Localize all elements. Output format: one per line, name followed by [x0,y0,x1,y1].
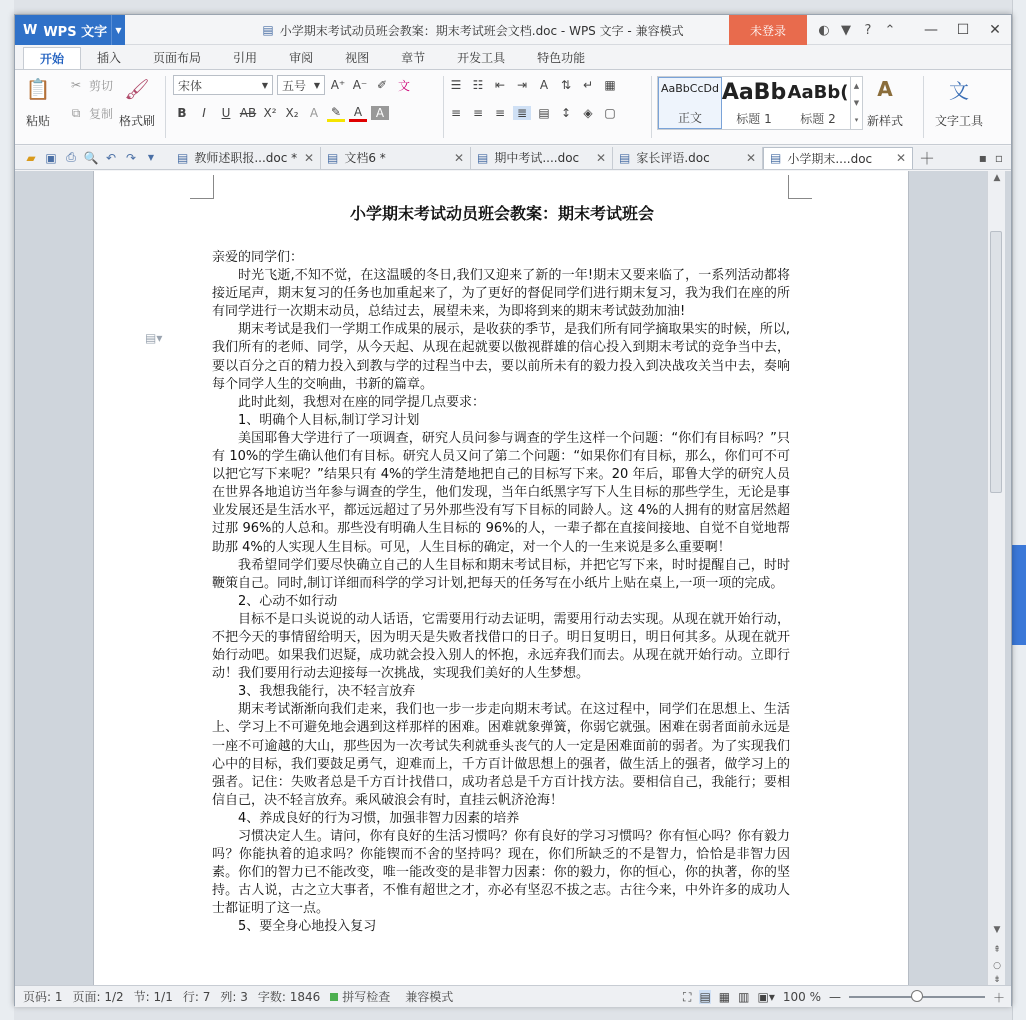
save-icon[interactable]: ▣ [45,150,57,165]
close-tab-icon[interactable]: ✕ [745,150,756,165]
status-col: 列: 3 [220,990,248,1004]
paragraph: 美国耶鲁大学进行了一项调查，研究人员问参与调查的学生这样一个问题：“你们有目标吗？”只有 10%的学生确认他们有目标。研究人员又问了第二个问题：“如果你们有目标，那么，你们可不可以把它写下来呢？”结果只有 4%的学生清楚地把自己的目标写下来。20 年后，耶鲁大学的研究人员在世界各地追访当年参与调查的学生，他们发现，当年白纸黑字写下人生目标的那些学生，无论是事业发展还是生活水平，都远远超过了另外那些没有写下目标的同龄人。这 4%的人拥有的财富居然超过那 96%的人总和。那些没有明确人生目标的 96%的人，一辈子都在直接间接地、自觉不自觉地帮助那 4%的人实现人生目标。可见，人生目标的确定，对一个人的一生来说是多么重要啊！ [212,430,790,555]
status-right-controls [683,986,1011,1008]
paragraph: 3、我想我能行，决不轻言放弃 [238,684,416,700]
style-name: 正文 [677,111,702,125]
increase-indent-icon[interactable]: ⇥ [516,78,528,92]
paragraph: 此时此刻，我想对在座的同学提几点要求： [238,394,486,410]
paragraph: 习惯决定人生。请问，你有良好的生活习惯吗？你有良好的学习习惯吗？你有恒心吗？你有毅力吗？你能执着的追求吗？你能锲而不舍的坚持吗？现在，你们所缺乏的不是智力，恰恰是非智力因素。你们的智力已不能改变，唯一能改变的是非智力因素：你的毅力，你的恒心，你的执著，你的坚持。古人说，古之立大事者，不惟有超世之才，亦必有坚忍不拔之志。古往今来，中外许多的成功人士都证明了这一点。 [212,829,790,917]
decrease-indent-icon[interactable]: ⇤ [494,78,506,92]
tab-switch-icon[interactable]: ▫ [994,150,1003,165]
close-tab-icon[interactable]: ✕ [595,150,606,165]
italic-icon[interactable]: I [202,106,206,120]
status-section: 节: 1/1 [133,990,173,1004]
app-name: WPS 文字 [43,24,108,40]
quick-access-toolbar [15,150,171,165]
vertical-scrollbar[interactable] [987,171,1005,985]
tab-chapter[interactable]: 章节 [401,51,426,65]
next-page-icon[interactable]: ⇟ [993,975,1001,985]
chevron-down-icon[interactable]: ▼ [147,153,155,162]
background-window-right [1012,0,1026,1020]
paragraph: 期末考试是我们一学期工作成果的展示，是收获的季节，是我们所有同学摘取果实的时候，所以,我们所有的老师、同学，从今天起、从现在起就要以傲视群雄的信心投入到期末考试的竞争当中去，要以百分之百的精力投入到教与学的过程当中去，要以前所未有的毅力投入到决战攻关当中去，奏响每个同学人生的交响曲，书新的篇章。 [212,322,790,392]
new-style-icon: A [877,77,893,101]
tab-list-icon[interactable]: ▪ [978,150,987,165]
chevron-down-icon: ▼ [313,80,320,90]
style-preview: AaBb( [787,82,849,103]
paragraph-marker-icon[interactable]: ▤▾ [145,331,163,345]
ribbon-separator [165,76,166,138]
show-marks-icon[interactable]: ↵ [582,78,594,92]
style-name: 标题 1 [736,112,772,126]
document-workspace [15,171,1011,985]
chevron-down-icon: ▼ [261,80,268,90]
style-gallery [657,76,863,130]
wps-window [14,14,1012,1006]
zoom-slider-knob[interactable] [911,990,923,1002]
status-compat-mode: 兼容模式 [405,990,454,1004]
spell-check-indicator [330,993,338,1001]
status-pages: 页面: 1/2 [72,990,124,1004]
paragraph: 我希望同学们要尽快确立自己的人生目标和期末考试目标，并把它写下来，时时提醒自己，时时鞭策自己。同时,制订详细而科学的学习计划,把每天的任务写在小纸片上贴在桌上,一项一项的完成。 [212,557,790,591]
paragraph: 亲爱的同学们： [212,250,304,265]
numbering-icon[interactable]: ☷ [472,78,484,92]
font-color-icon[interactable]: A [349,105,367,122]
spell-check-label: 拼写检查 [342,990,391,1004]
status-bar [15,985,1011,1007]
shirt-icon[interactable]: ▼ [841,22,851,38]
format-painter-group [119,74,155,129]
scroll-thumb[interactable] [990,231,1002,493]
font-size-select[interactable] [277,75,325,95]
tab-developer[interactable]: 开发工具 [457,51,506,65]
tab-home[interactable]: 开始 [23,47,81,69]
doc-icon: ▤ [177,150,189,165]
help-icon[interactable]: ? [864,22,872,38]
paragraph: 时光飞逝,不知不觉，在这温暖的冬日,我们又迎来了新的一年!期末又要来临了，一系列活动都将接近尾声，期末复习的任务也加重起来了，为了更好的督促同学们进行期末复习，我为我们在座的所有同学进行一次期末动员，总结过去，展望未来，为即将到来的期末考试鼓劲加油! [212,268,790,320]
paragraph: 4、养成良好的行为习惯，加强非智力因素的培养 [238,810,520,826]
doc-tab[interactable] [471,147,613,169]
doc-tab-label: 小学期末....doc [787,151,873,166]
justify-icon[interactable]: ≣ [513,106,531,120]
paragraph: 目标不是口头说说的动人话语，它需要用行动去证明，需要用行动去实现。从现在就开始行动，不把今天的事情留给明天，因为明天是失败者找借口的日子。明日复明日，明日何其多。从现在就开始行动吧。如果我们迟疑，成功就会投入别人的怀抱，永远弃我们而去。从现在就开始行动。立即行动！我们要用行动去迎接每一次挑战，实现我们美好的人生梦想。 [212,611,790,682]
status-row: 行: 7 [182,990,211,1004]
text-tools-icon: 文 [949,78,969,103]
paragraph: 2、心动不如行动 [238,593,338,609]
status-words[interactable]: 字数: 1846 [257,990,321,1004]
subscript-icon[interactable]: X₂ [285,106,299,120]
format-painter-label: 格式刷 [119,114,156,128]
style-preview: AaBb [721,80,787,105]
document-body[interactable] [212,249,790,937]
document-icon: ▤ [262,23,274,37]
doc-tab-active[interactable] [763,147,913,169]
doc-tab[interactable] [171,147,321,169]
print-preview-icon[interactable]: 🔍 [83,150,99,165]
new-style-button[interactable] [867,74,903,129]
doc-icon: ▤ [770,151,782,165]
tab-references[interactable]: 引用 [233,51,258,65]
ribbon-tabs [15,45,1011,69]
distribute-icon[interactable]: ▤ [538,106,550,120]
background-window-left [0,0,14,1020]
tab-page-layout[interactable]: 页面布局 [153,51,202,65]
prev-page-icon[interactable]: ⇞ [993,945,1001,955]
font-size-value: 五号 [282,78,307,93]
ribbon-separator [443,76,444,138]
tab-insert[interactable]: 插入 [97,51,122,65]
shrink-font-icon[interactable]: A⁻ [352,78,368,92]
doc-tab[interactable] [613,147,763,169]
text-effect-icon[interactable]: A [309,106,319,120]
align-center-icon[interactable]: ≡ [472,106,484,120]
zoom-value[interactable]: 100 % [782,990,821,1004]
line-spacing-icon[interactable]: ↕ [560,106,572,120]
char-shading-icon[interactable]: A [371,106,389,120]
font-group [173,74,413,124]
text-tools-group [935,74,983,129]
phonetic-icon[interactable]: 文 [397,78,410,93]
zoom-slider[interactable] [849,996,985,998]
status-page-code: 页码: 1 [23,990,63,1004]
underline-icon[interactable]: U [221,106,231,120]
background-accent-bar [1012,545,1026,645]
ribbon [15,69,1011,145]
ribbon-separator [923,76,924,138]
tab-bar-tools [979,151,1011,165]
close-icon[interactable]: ✕ [989,22,1001,38]
spell-check-toggle[interactable] [325,988,395,1005]
tab-view[interactable]: 视图 [345,51,370,65]
copy-label: 复制 [89,106,114,121]
chevron-up-icon[interactable]: ▲ [853,81,860,90]
paste-button[interactable] [23,74,53,129]
collapse-ribbon-icon[interactable]: ⌃ [884,22,896,38]
document-page[interactable] [93,171,909,985]
format-painter-button[interactable] [119,74,155,129]
paragraph: 5、要全身心地投入复习 [238,919,377,935]
open-icon[interactable]: ▰ [26,150,36,165]
cut-label: 剪切 [89,78,114,93]
close-tab-icon[interactable]: ✕ [303,150,314,165]
chevron-down-icon[interactable]: ▼ [111,15,125,45]
maximize-icon[interactable]: ☐ [956,22,970,38]
grow-font-icon[interactable]: A⁺ [330,78,346,92]
paste-group [23,74,53,129]
borders-icon[interactable]: ▢ [604,106,616,120]
bold-icon[interactable]: B [177,106,187,120]
zoom-in-icon[interactable]: ＋ [992,990,1005,1005]
skin-icon[interactable]: ◐ [818,22,830,38]
tab-special[interactable]: 特色功能 [537,51,586,65]
bullets-icon[interactable]: ☰ [450,78,462,92]
zoom-out-icon[interactable]: — [828,990,841,1004]
title-tool-icons [813,15,901,45]
paragraph: 期末考试渐渐向我们走来，我们也一步一步走向期末考试。在这过程中，同学们在思想上、生活上、学习上不可避免地会遇到这样那样的困难。困难就象弹簧，你弱它就强。困难在弱者面前永远是一座不可逾越的大山，那些因为一次考试失利就垂头丧气的人一定是困难面前的弱者。为了实现我们心中的目标，我们要鼓足勇气，迎难而上，千方百计做思想上的强者，做生活上的强者，做学习上的强者。记住：失败者总是千方百计找借口，成功者总是千方百计找方法。要相信自己，我能行；要相信自己，决不轻言放弃。乘风破浪会有时，直挂云帆济沧海！ [212,702,790,808]
new-tab-icon[interactable]: ＋ [918,149,935,168]
margin-corner-mark [190,175,214,199]
doc-icon: ▤ [619,150,631,165]
paragraph-group [447,74,619,124]
window-title-text: 小学期末考试动员班会教案：期末考试班会文档.doc - WPS 文字 - 兼容模式 [279,23,684,38]
expand-icon[interactable]: ▾ [854,116,859,125]
tab-review[interactable]: 审阅 [289,51,314,65]
scroll-up-icon[interactable]: ▲ [993,173,1001,183]
highlight-icon[interactable]: ✎ [327,105,345,122]
chinese-layout-icon[interactable]: A [539,78,549,92]
reading-view-icon[interactable]: ▣▾ [757,990,775,1004]
minimize-icon[interactable]: — [924,22,938,38]
ribbon-separator [651,76,652,138]
style-name: 标题 2 [800,112,836,126]
style-scroll[interactable] [850,77,862,129]
margin-corner-mark [788,175,812,199]
document-title: 小学期末考试动员班会教案：期末考试班会 [349,204,654,223]
scroll-down-icon[interactable]: ▼ [993,925,1001,935]
brush-icon: 🖌 [124,77,150,101]
page-view-icon[interactable]: ▤ [699,990,711,1004]
outline-view-icon[interactable]: ▦ [718,990,731,1004]
style-normal[interactable] [658,77,722,129]
doc-tab[interactable] [321,147,471,169]
paste-icon: 📋 [25,77,51,101]
style-heading-2[interactable] [786,77,850,129]
document-tabs-bar [15,146,1011,170]
text-tools-label: 文字工具 [935,114,984,128]
text-tools-button[interactable] [935,74,983,129]
align-right-icon[interactable]: ≡ [494,106,506,120]
paragraph: 1、明确个人目标,制订学习计划 [238,412,420,428]
close-tab-icon[interactable]: ✕ [895,151,906,165]
clipboard-group [67,74,113,124]
doc-tab-label: 期中考试....doc [494,151,580,165]
new-style-group [867,74,903,129]
copy-icon: ⧉ [71,105,81,120]
close-tab-icon[interactable]: ✕ [453,150,464,165]
scissors-icon: ✂ [70,78,82,92]
cut-button[interactable] [67,74,113,96]
new-style-label: 新样式 [867,114,904,128]
doc-icon: ▤ [327,150,339,165]
select-browse-icon[interactable]: ○ [993,961,1001,971]
doc-tab-label: 教师述职报...doc * [194,151,298,165]
clear-format-icon[interactable]: ✐ [376,78,388,92]
doc-icon: ▤ [477,150,489,165]
font-name-value: 宋体 [178,78,203,93]
paste-label: 粘贴 [25,114,50,128]
doc-tab-label: 家长评语.doc [636,151,710,165]
style-heading-1[interactable] [722,77,786,129]
align-left-icon[interactable]: ≡ [450,106,462,120]
shading-icon[interactable]: ◈ [583,106,593,120]
font-name-select[interactable] [173,75,273,95]
redo-icon[interactable]: ↷ [125,150,137,165]
window-controls [915,15,1011,45]
chevron-down-icon[interactable]: ▼ [853,98,860,107]
title-bar [15,15,1011,45]
web-view-icon[interactable]: ▥ [738,990,750,1004]
undo-icon[interactable]: ↶ [105,150,117,165]
fullscreen-icon[interactable]: ⛶ [683,989,692,1004]
sort-icon[interactable]: ⇅ [560,78,572,92]
superscript-icon[interactable]: X² [263,106,277,120]
print-icon[interactable]: ⎙ [66,150,76,164]
strikethrough-icon[interactable]: AB [239,106,257,120]
table-icon[interactable]: ▦ [604,78,616,92]
login-button[interactable]: 未登录 [729,15,807,45]
copy-button[interactable] [67,102,113,124]
wps-logo-icon: W [23,22,38,38]
doc-tab-label: 文档6 * [344,151,386,165]
style-preview: AaBbCcDd [661,82,719,95]
